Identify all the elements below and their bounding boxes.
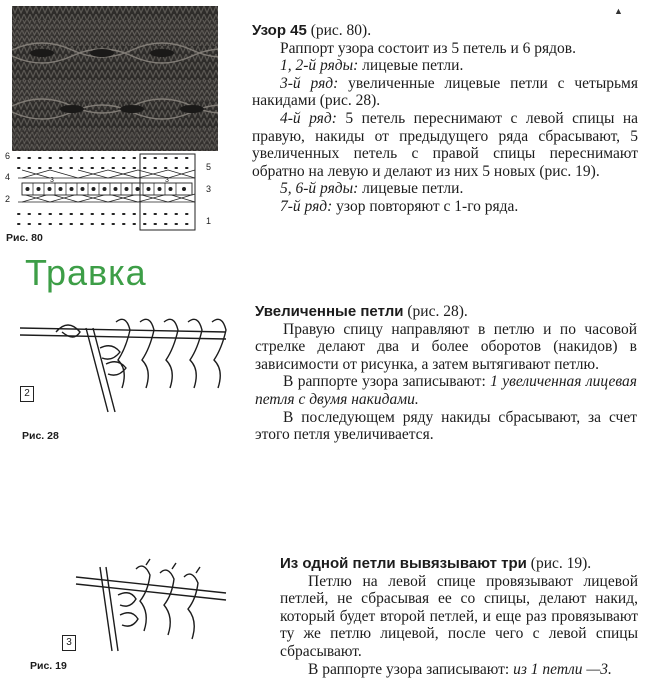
knitting-needle-enlarged-loops-icon: [16, 302, 236, 422]
pattern45-title-ref: (рис. 80).: [306, 22, 372, 39]
row-4-label: 4-й ряд:: [280, 109, 337, 127]
fig19-illustration: [56, 555, 236, 665]
row-3-text: увеличенные лицевые петли с четырьмя накидами (рис. 28).: [252, 74, 638, 110]
fig28-illustration: [16, 302, 236, 422]
corner-mark: ▲: [614, 6, 623, 16]
three-from-one-p2-italic: из 1 петли —3.: [513, 660, 612, 678]
fig80-chart: [0, 146, 225, 246]
enlarged-loops-section: [255, 303, 637, 444]
row-3-label: 3-й ряд:: [280, 74, 339, 92]
pattern45-section: [252, 22, 638, 216]
green-title: Травка: [25, 252, 147, 293]
fig80-caption: Рис. 80: [6, 232, 43, 244]
fig28-box: 2: [20, 386, 34, 402]
rows-5-6-text: лицевые петли.: [358, 180, 464, 198]
row-num-5: 5: [206, 162, 212, 172]
three-from-one-title: Из одной петли вывязывают три: [280, 555, 527, 572]
pattern45-title: Узор 45: [252, 22, 307, 39]
three-from-one-p2-lead: В раппорте узора записывают:: [308, 660, 514, 678]
fig80-cell-label-b: 3: [165, 177, 169, 184]
rows-1-2-label: 1, 2-й ряды:: [280, 57, 359, 75]
row-num-4: 4: [5, 172, 11, 182]
fig19-caption: Рис. 19: [30, 660, 67, 672]
rows-1-2-text: лицевые петли.: [358, 57, 464, 75]
fig80-cell-label-a: 3: [50, 177, 54, 184]
enlarged-loops-title-ref: (рис. 28).: [403, 303, 468, 320]
row-num-1: 1: [206, 216, 212, 226]
fig28-caption: Рис. 28: [22, 430, 59, 442]
enlarged-loops-p3: В последующем ряду накиды сбрасывают, за счет этого петля увеличивается.: [255, 408, 637, 444]
fig19-box: 3: [62, 635, 76, 651]
three-from-one-title-ref: (рис. 19).: [526, 555, 592, 572]
knit-texture: [12, 6, 218, 151]
three-from-one-p1: Петлю на левой спице провязывают лицевой петлей, не сбрасывая ее со спицы, делают накид, который будет второй петлей, и еще раз провязывают ту же петлю лицевой, после чего с левой спицы сбрасывают.: [280, 572, 638, 660]
enlarged-loops-title: Увеличенные петли: [255, 303, 404, 320]
row-num-2: 2: [5, 194, 11, 204]
row-7-label: 7-й ряд:: [280, 197, 333, 215]
knit-pattern-photo: [12, 6, 218, 151]
knitting-needle-three-from-one-icon: [56, 555, 236, 665]
pattern45-intro: Раппорт узора состоит из 5 петель и 6 рядов.: [280, 39, 576, 57]
row-7-text: узор повторяют с 1-го ряда.: [332, 197, 519, 215]
enlarged-loops-p2-lead: В раппорте узора записывают:: [283, 373, 491, 391]
three-from-one-section: [280, 555, 638, 678]
enlarged-loops-p1: Правую спицу направляют в петлю и по часовой стрелке делают два и более оборотов (накидов) в зависимости от рисунка, а затем вытягивают петлю.: [255, 320, 637, 373]
row-4-text: 5 петель переснимают с левой спицы на правую, накиды от предыдущего ряда сбрасывают, 5 увеличенных петель с правой спицы переснимают обратно на левую и делают из них 5 новых (рис. 19).: [252, 109, 638, 180]
enlarged-loops-p2-italic: 1 увеличенная лицевая петля с двумя накидами.: [255, 373, 637, 408]
row-num-3: 3: [206, 184, 212, 194]
row-num-6: 6: [5, 151, 11, 161]
rows-5-6-label: 5, 6-й ряды:: [280, 180, 359, 198]
